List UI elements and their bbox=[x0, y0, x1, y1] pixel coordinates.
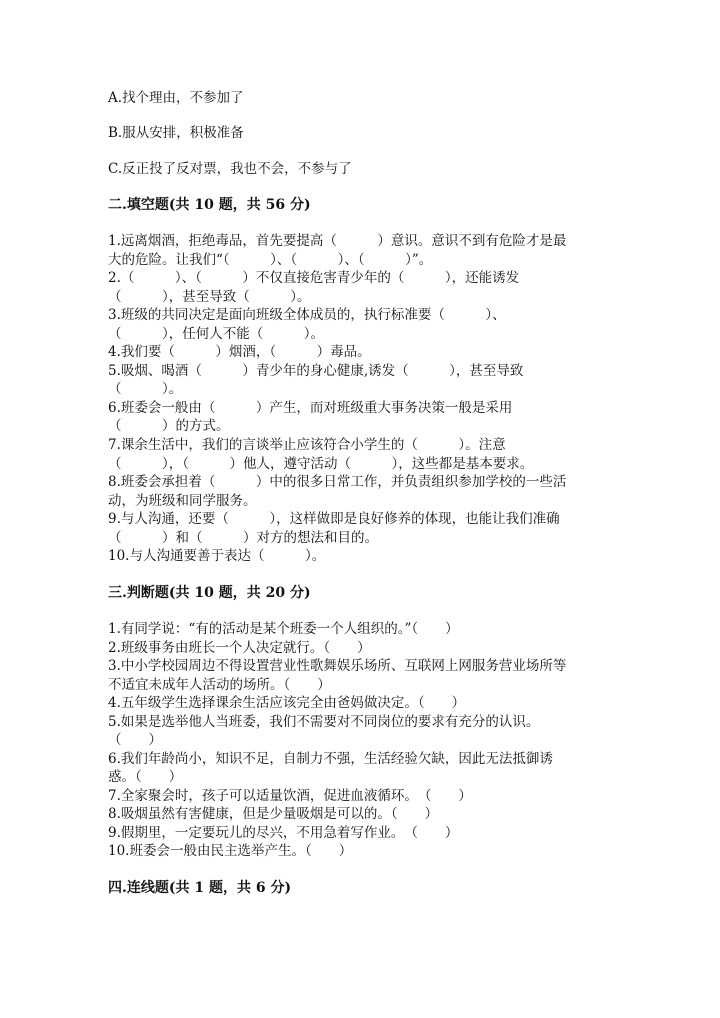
fill-line: （ ），（ ）他人，遵守活动（ ），这些都是基本要求。 bbox=[108, 456, 534, 472]
judge-line: 2.班级事务由班长一个人决定就行。（ ） bbox=[108, 640, 371, 656]
option-a: A.找个理由，不参加了 bbox=[108, 90, 244, 106]
fill-line: 9.与人沟通，还要（ ），这样做即是良好修养的体现，也能让我们准确 bbox=[108, 511, 560, 527]
section-2-heading: 二.填空题(共 10 题，共 56 分) bbox=[108, 197, 311, 213]
fill-line: （ ），任何人不能（ ）。 bbox=[108, 326, 324, 342]
judge-line: 6.我们年龄尚小，知识不足，自制力不强，生活经验欠缺，因此无法抵御诱 bbox=[108, 751, 553, 767]
fill-line: （ ）和（ ）对方的想法和目的。 bbox=[108, 530, 378, 546]
fill-line: 5.吸烟、喝酒（ ）青少年的身心健康,诱发（ ），甚至导致 bbox=[108, 363, 524, 379]
judge-line: 3.中小学校园周边不得设置营业性歌舞娱乐场所、互联网上网服务营业场所等 bbox=[108, 658, 567, 674]
fill-line: 1.远离烟酒，拒绝毒品，首先要提高（ ）意识。意识不到有危险才是最 bbox=[108, 233, 567, 249]
fill-line: 6.班委会一般由（ ）产生，而对班级重大事务决策一般是采用 bbox=[108, 400, 513, 416]
judge-line: 不适宜未成年人活动的场所。（ ） bbox=[108, 677, 331, 693]
section-4-heading: 四.连线题(共 1 题，共 6 分) bbox=[108, 880, 292, 896]
fill-line: 大的危险。让我们“（ ）、（ ）、（ ）”。 bbox=[108, 252, 433, 268]
option-c: C.反正投了反对票，我也不会，不参与了 bbox=[108, 161, 352, 177]
fill-line: 动，为班级和同学服务。 bbox=[108, 493, 257, 509]
fill-line: （ ）的方式。 bbox=[108, 418, 230, 434]
judge-line: （ ） bbox=[108, 732, 162, 748]
fill-line: （ ）。 bbox=[108, 381, 183, 397]
judge-line: 4.五年级学生选择课余生活应该完全由爸妈做决定。（ ） bbox=[108, 695, 466, 711]
fill-line: 4.我们要（ ）烟酒，（ ）毒品。 bbox=[108, 344, 371, 360]
judge-line: 9.假期里，一定要玩儿的尽兴，不用急着写作业。 （ ） bbox=[108, 825, 459, 841]
judge-line: 5.如果是选举他人当班委，我们不需要对不同岗位的要求有充分的认识。 bbox=[108, 714, 540, 730]
option-b: B.服从安排，积极准备 bbox=[108, 125, 244, 141]
fill-line: 3.班级的共同决定是面向班级全体成员的，执行标准要（ ）、 bbox=[108, 307, 506, 323]
section-3-heading: 三.判断题(共 10 题，共 20 分) bbox=[108, 585, 311, 601]
judge-line: 10.班委会一般由民主选举产生。（ ） bbox=[108, 843, 353, 859]
judge-line: 惑。（ ） bbox=[108, 769, 183, 785]
fill-line: 10.与人沟通要善于表达（ ）。 bbox=[108, 548, 326, 564]
judge-line: 8.吸烟虽然有害健康，但是少量吸烟是可以的。（ ） bbox=[108, 806, 439, 822]
fill-line: 7.课余生活中，我们的言谈举止应该符合小学生的（ ）。注意 bbox=[108, 437, 506, 453]
fill-line: 8.班委会承担着（ ）中的很多日常工作，并负责组织参加学校的一些活 bbox=[108, 474, 567, 490]
judge-line: 1.有同学说：“有的活动是某个班委一个人组织的。”（ ） bbox=[108, 621, 459, 637]
fill-line: （ ），甚至导致（ ）。 bbox=[108, 289, 311, 305]
fill-line: 2.（ ）、（ ）不仅直接危害青少年的（ ），还能诱发 bbox=[108, 270, 520, 286]
judge-line: 7.全家聚会时，孩子可以适量饮酒，促进血液循环。 （ ） bbox=[108, 788, 472, 804]
